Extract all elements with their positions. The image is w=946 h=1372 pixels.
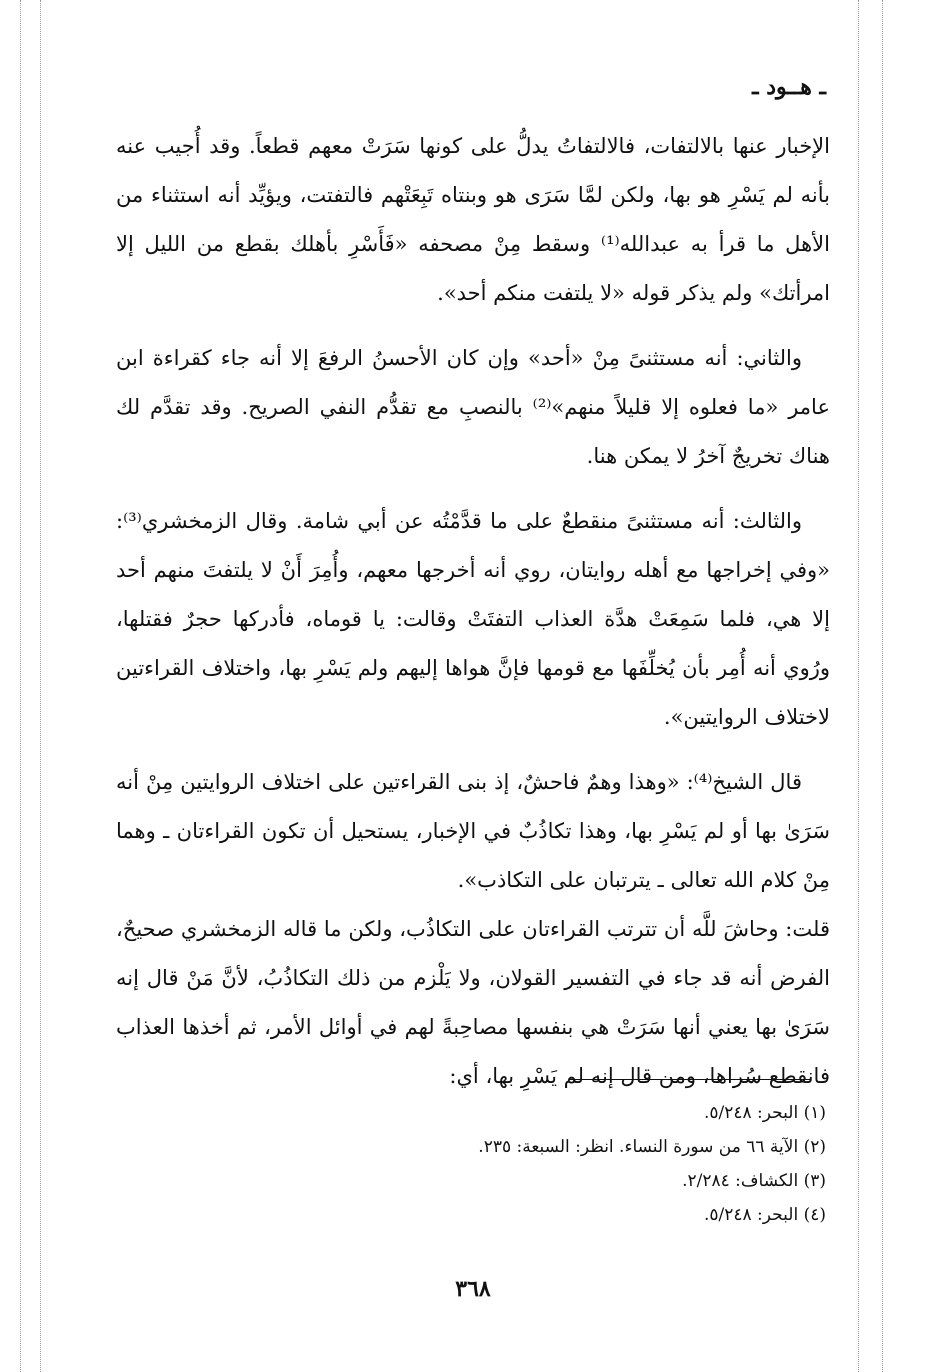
- page-number: ٣٦٨: [455, 1276, 491, 1302]
- running-header: ـ هــود ـ: [752, 74, 826, 100]
- footnotes: [116, 1096, 826, 1232]
- scan-edge-right-outer: [882, 0, 883, 1372]
- paragraph: الإخبار عنها بالالتفات، فالالتفاتُ يدلُّ على كونها سَرَتْ معهم قطعاً. وقد أُجيب عنه بأنه لم يَسْرِ هو بها، ولكن لمَّا سَرَى هو وبنتاه تَبِعَتْهم فالتفتت، ويؤيِّد أنه استثناء من الأهل ما قرأ به عبدالله⁽¹⁾ وسقط مِنْ مصحفه «فَأَسْرِ بأهلك بقطع من الليل إلا امرأتك» ولم يذكر قوله «لا يلتفت منكم أحد».: [116, 134, 830, 305]
- footnote-separator: [570, 1079, 810, 1080]
- footnote: (٤) البحر: ٥/٢٤٨.: [703, 1205, 826, 1225]
- main-text: [116, 122, 830, 1117]
- scan-edge-right: [858, 0, 859, 1372]
- paragraph: والثاني: أنه مستثنىً مِنْ «أحد» وإن كان الأحسنُ الرفعَ إلا أنه جاء كقراءة ابن عامر «ما فعلوه إلا قليلاً منهم»⁽²⁾ بالنصبِ مع تقدُّم النفي الصريح. وقد تقدَّم لك هناك تخريجٌ آخرُ لا يمكن هنا.: [116, 346, 830, 468]
- footnote: (١) البحر: ٥/٢٤٨.: [703, 1103, 826, 1123]
- paragraph: قال الشيخ⁽⁴⁾: «وهذا وهمٌ فاحشٌ، إذ بنى القراءتين على اختلاف الروايتين مِنْ أنه سَرَىٰ بها أو لم يَسْرِ بها، وهذا تكاذُبٌ في الإخبار، يستحيل أن تكون القراءتان ـ وهما مِنْ كلام الله تعالى ـ يترتبان على التكاذب».: [116, 770, 830, 892]
- paragraph: قلت: وحاشَ للَّه أن تترتب القراءتان على التكاذُب، ولكن ما قاله الزمخشري صحيحٌ، الفرض أنه قد جاء في التفسير القولان، ولا يَلْزم من ذلك التكاذُبُ، لأنَّ مَنْ قال إنه سَرَىٰ بها يعني أنها سَرَتْ هي بنفسها مصاحِبةً لهم في أوائل الأمر، ثم أخذها العذاب فانقطع سُراها، ومن قال إنه لم يَسْرِ بها، أي:: [116, 917, 830, 1088]
- paragraph: والثالث: أنه مستثنىً منقطعٌ على ما قدَّمْتُه عن أبي شامة. وقال الزمخشري⁽³⁾: «وفي إخراجها مع أهله روايتان، روي أنه أخرجها معهم، وأُمِرَ أَنْ لا يلتفتَ منهم أحد إلا هي، فلما سَمِعَتْ هدَّة العذاب التفتَتْ وقالت: يا قوماه، فأدركها حجرٌ فقتلها، ورُوي أنه أُمِر بأن يُخلِّفَها مع قومها فإنَّ هواها إليهم ولم يَسْرِ بها، واختلاف القراءتين لاختلاف الروايتين».: [116, 509, 830, 729]
- scan-edge-left: [20, 0, 21, 1372]
- footnote: (٣) الكشاف: ٢/٢٨٤.: [682, 1171, 826, 1191]
- footnote: (٢) الآية ٦٦ من سورة النساء. انظر: السبعة: ٢٣٥.: [478, 1137, 826, 1157]
- scan-edge-left-inner: [40, 0, 41, 1372]
